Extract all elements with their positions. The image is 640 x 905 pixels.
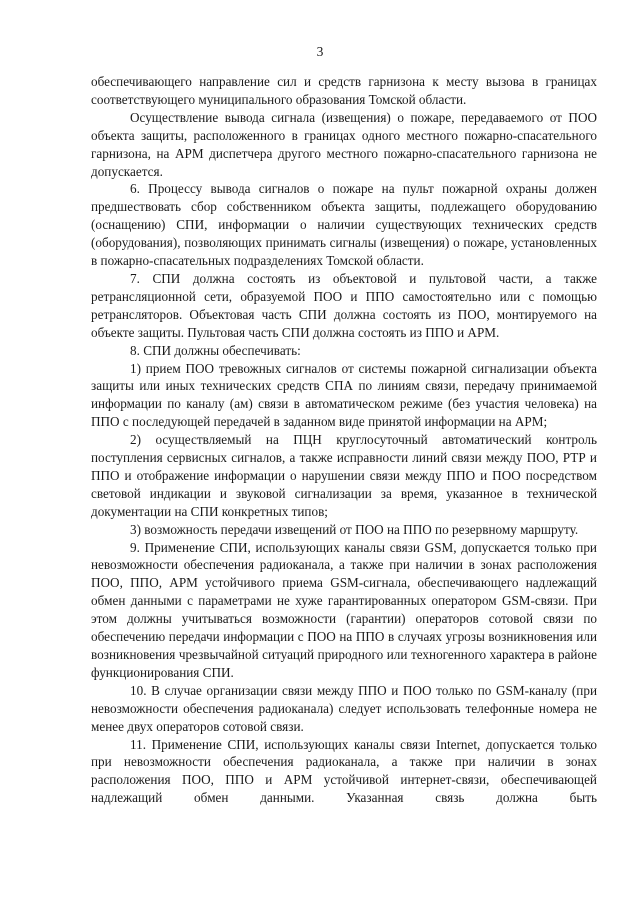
paragraph-item-8-3: 3) возможность передачи извещений от ПОО на ППО по резервному маршруту.	[130, 521, 579, 537]
paragraph-item-8: 8. СПИ должны обеспечивать:	[130, 342, 301, 358]
paragraph-item-8-1: 1) прием ПОО тревожных сигналов от системы пожарной сигнализации объекта защиты или иных технических средств СПА по линиям связи, передачу принимаемой информации по каналу (ам) связи в автоматическом режиме (без участия человека) на ППО с последующей передачей в заданном виде принятой информации на АРМ;	[91, 360, 597, 430]
paragraph-item-6: 6. Процессу вывода сигналов о пожаре на пульт пожарной охраны должен предшествовать сбор собственником объекта защиты, подлежащего оборудованию (оснащению) СПИ, информации о наличии существующих технических средств (оборудования), позволяющих принимать сигналы (извещения) о пожаре, установленных в пожарно-спасательных подразделениях Томской области.	[91, 181, 597, 269]
paragraph-item-9: 9. Применение СПИ, использующих каналы связи GSM, допускается только при невозможности обеспечения радиоканала, а также при наличии в зонах расположения ПОО, ППО, АРМ устойчивого приема GSM-сигнала, обеспечивающего надлежащий обмен данными с параметрами не хуже гарантированных оператором GSM-связи. При этом должны учитываться возможности (гарантии) операторов сотовой связи по обеспечению передачи информации с ПОО на ППО в случаях угрозы возникновения или возникновения чрезвычайной ситуаций природного или техногенного характера в районе функционирования СПИ.	[91, 539, 597, 680]
paragraph-continuation: обеспечивающего направление сил и средств гарнизона к месту вызова в границах соответствующего муниципального образования Томской области.	[91, 74, 597, 107]
paragraph-item-7: 7. СПИ должна состоять из объектовой и пультовой части, а также ретрансляционной сети, образуемой ПОО и ППО самостоятельно или с помощью ретрансляторов. Объектовая часть СПИ должна состоять из ПОО, монтируемого на объекте защиты. Пультовая часть СПИ должна состоять из ППО и АРМ.	[91, 270, 597, 340]
paragraph-item-8-2: 2) осуществляемый на ПЦН круглосуточный автоматический контроль поступления сервисных сигналов, а также исправности линий связи между ПОО, РТР и ППО и отображение информации о нарушении связи между ППО и ПОО посредством световой индикации и звуковой сигнализации за время, указанное в технической документации на СПИ конкретных типов;	[91, 432, 597, 519]
paragraph-signal-output: Осуществление вывода сигнала (извещения) о пожаре, передаваемого от ПОО объекта защиты, расположенного в границах одного местного пожарно-спасательного гарнизона, на АРМ диспетчера другого местного пожарно-спасательного гарнизона не допускается.	[91, 109, 597, 179]
document-body	[91, 73, 597, 807]
paragraph-item-10: 10. В случае организации связи между ППО и ПОО только по GSM-каналу (при невозможности обеспечения радиоканала) следует использовать телефонные номера не менее двух операторов сотовой связи.	[91, 682, 597, 734]
page-number: 3	[316, 44, 324, 59]
paragraph-item-11: 11. Применение СПИ, использующих каналы связи Internet, допускается только при невозможности обеспечения радиоканала, а также при наличии в зонах расположения ПОО, ППО и АРМ устойчивой интернет-связи, обеспечивающей надлежащий обмен данными. Указанная связь должна быть	[91, 736, 597, 806]
